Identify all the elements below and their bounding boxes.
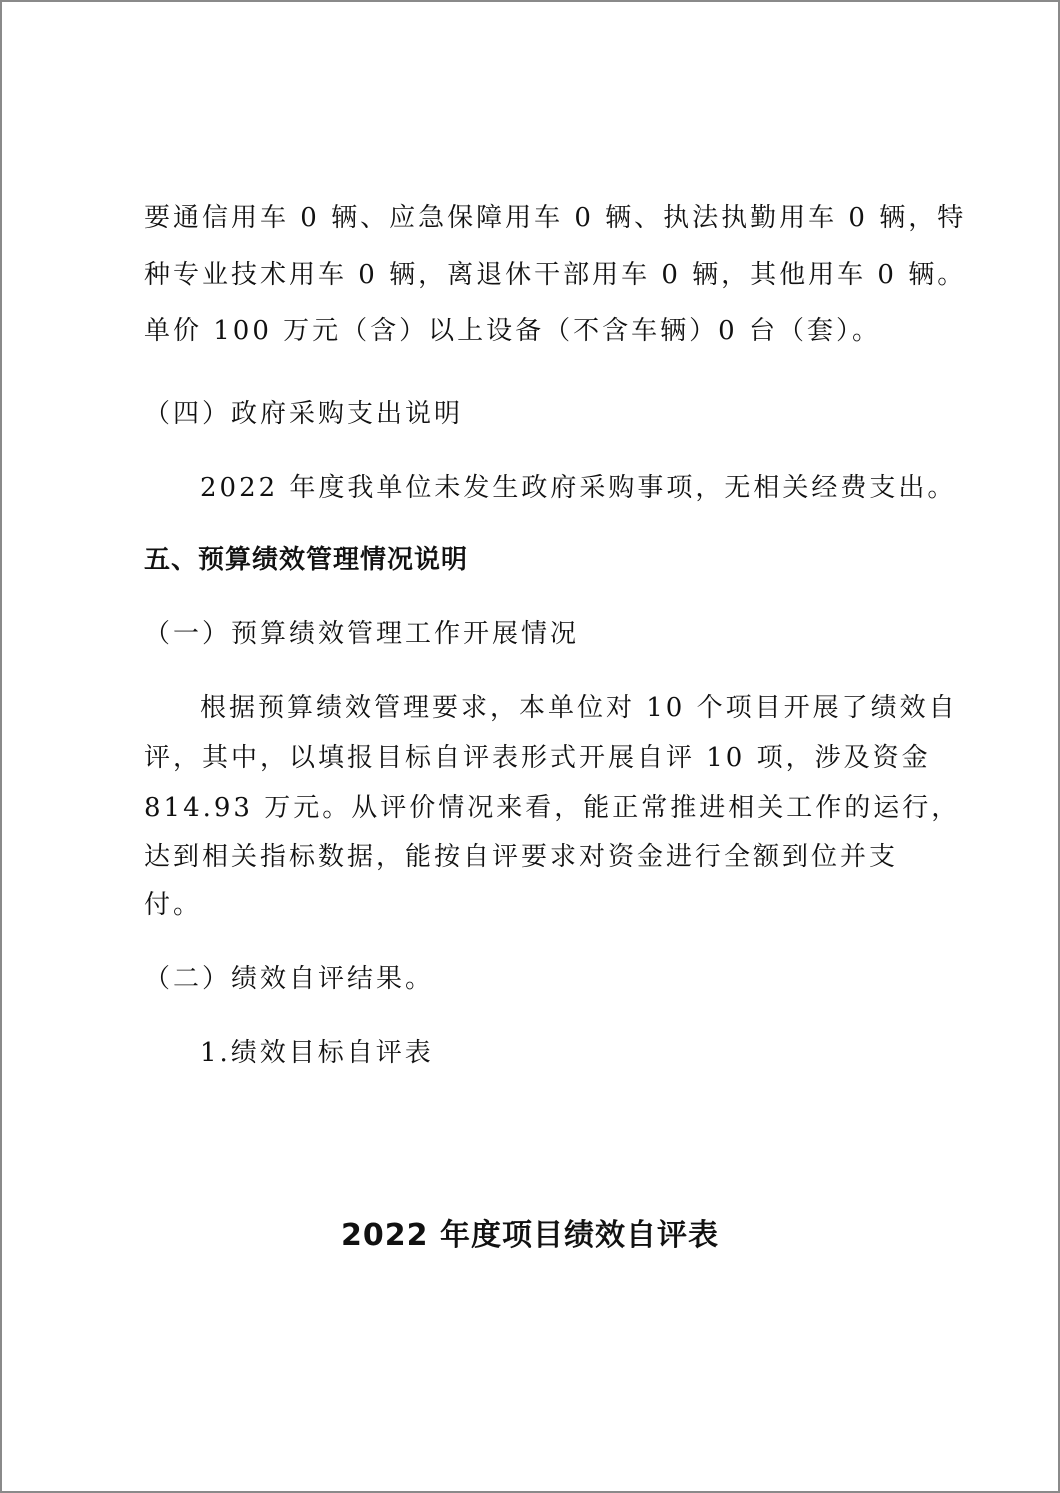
vehicles-line-2: 种专业技术用车 0 辆，离退休干部用车 0 辆，其他用车 0 辆。 [144,260,967,290]
section-5-1-line-5: 付。 [144,890,203,920]
section-5-2-item-1: 1.绩效目标自评表 [200,1038,434,1068]
section-5-1-line-4: 达到相关指标数据，能按自评要求对资金进行全额到位并支 [144,842,899,872]
section-5-1-line-2: 评，其中，以填报目标自评表形式开展自评 10 项，涉及资金 [144,743,931,773]
section-4-heading: （四）政府采购支出说明 [144,399,464,429]
vehicles-line-1: 要通信用车 0 辆、应急保障用车 0 辆、执法执勤用车 0 辆，特 [144,203,967,233]
section-5-2-heading: （二）绩效自评结果。 [144,964,435,994]
section-5-heading: 五、预算绩效管理情况说明 [144,545,469,575]
table-title: 2022 年度项目绩效自评表 [341,1218,719,1253]
section-4-body: 2022 年度我单位未发生政府采购事项，无相关经费支出。 [200,473,957,503]
section-5-1-line-1: 根据预算绩效管理要求，本单位对 10 个项目开展了绩效自 [200,693,958,723]
equipment-line: 单价 100 万元（含）以上设备（不含车辆）0 台（套）。 [144,316,881,346]
section-5-1-heading: （一）预算绩效管理工作开展情况 [144,619,580,649]
section-5-1-line-3: 814.93 万元。从评价情况来看，能正常推进相关工作的运行， [144,793,961,823]
